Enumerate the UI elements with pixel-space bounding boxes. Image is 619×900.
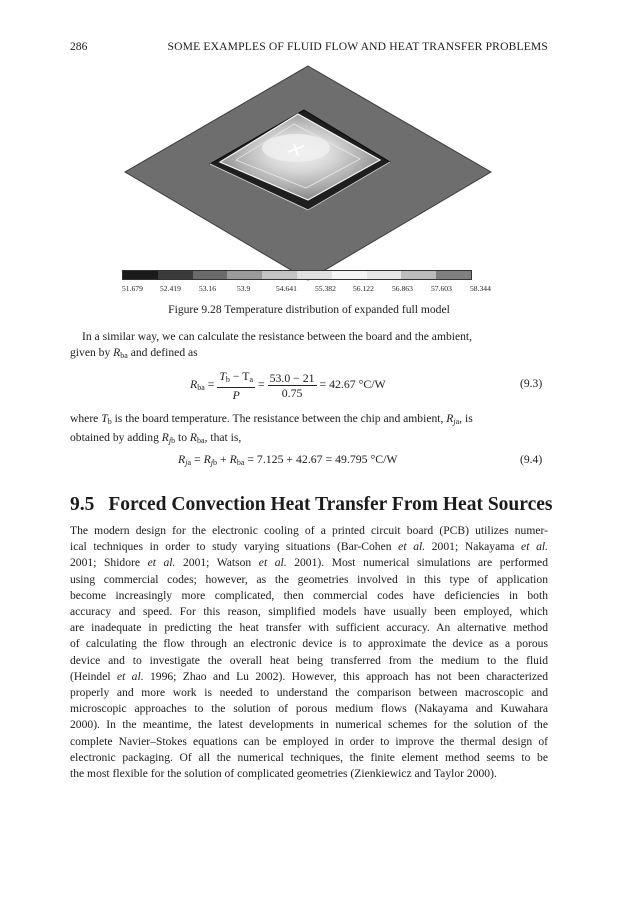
color-scale-segment — [123, 271, 158, 279]
body-line: 2001; Shidore et al. 2001; Watson et al. 2001). Most numerical simulations are performed — [70, 556, 548, 570]
body-line: 2000). In the meantime, the latest developments in numerical schemes for the solution of the — [70, 718, 548, 732]
color-scale-segment — [367, 271, 402, 279]
color-scale-label: 56.863 — [392, 284, 413, 293]
body-line: complete Navier–Stokes equations can be employed in order to improve the thermal design of — [70, 734, 548, 748]
color-scale-bar — [122, 270, 472, 280]
body-line: are inadequate in predicting the heat transfer with sufficient accuracy. An alternative method — [70, 621, 548, 635]
paragraph-2 — [70, 411, 548, 449]
body-line: properly and more work is needed to understand the comparison between macroscopic and — [70, 686, 548, 700]
color-scale-label: 57.603 — [431, 284, 452, 293]
body-line: (Heindel et al. 1996; Zhao and Lu 2002). However, this approach has not been characterized — [70, 669, 548, 683]
color-scale-segment — [436, 271, 471, 279]
color-scale-segment — [227, 271, 262, 279]
color-scale-segment — [401, 271, 436, 279]
equation-9-4: $R_{ja} = R_{jb} + R_{ba} = 7.125 + 42.67 = 49.795$ °C/W — [178, 452, 398, 467]
color-scale-label: 51.679 — [122, 284, 143, 293]
temperature-plot — [108, 62, 508, 284]
body-line: microscopic approaches to the solution of porous medium flows (Nakayama and Kuwahara — [70, 702, 548, 716]
body-line: of calculating the flow through an electronic device is to approximate the device as a porous — [70, 637, 548, 651]
section-number: 9.5 — [70, 494, 95, 515]
page-number: 286 — [70, 40, 88, 53]
body-line: become increasingly more complicated, then commercial codes have deficiencies in both — [70, 588, 548, 602]
body-line: device and to investigate the overall heat being transferred from the medium to the fluid — [70, 653, 548, 667]
color-scale-label: 54.641 — [276, 284, 297, 293]
body-line: ical techniques in order to study varying situations (Bar-Cohen et al. 2001; Nakayama et al. — [70, 540, 548, 554]
color-scale-label: 58.344 — [470, 284, 491, 293]
figure-caption: Figure 9.28 Temperature distribution of expanded full model — [168, 303, 450, 316]
equation-9-3: $R_{ba}$ = $\frac{T_b - T_a}{P}$ = $\frac{53.0 - 21}{0.75}$ = 42.67 °C/W — [190, 369, 386, 402]
color-scale-label: 52.419 — [160, 284, 181, 293]
color-scale-segment — [158, 271, 193, 279]
color-scale-labels — [108, 284, 528, 296]
color-scale-label: 56.122 — [353, 284, 374, 293]
color-scale-label: 53.9 — [237, 284, 251, 293]
color-scale-segment — [193, 271, 228, 279]
body-line: accuracy and speed. For this reason, simplified models have usually been employed, which — [70, 605, 548, 619]
para1-line2: given by $R_{ba}$ and defined as — [70, 346, 198, 361]
color-scale-segment — [332, 271, 367, 279]
para1-line1: In a similar way, we can calculate the resistance between the board and the ambient, — [82, 330, 473, 343]
section-title: Forced Convection Heat Transfer From Heat Sources — [108, 494, 553, 515]
body-line: using commercial codes; however, as the geometries involved in this type of application — [70, 572, 548, 586]
color-scale-label: 55.382 — [315, 284, 336, 293]
paragraph-1 — [70, 329, 548, 364]
section-heading — [70, 494, 552, 516]
equation-number-9-4: (9.4) — [520, 453, 543, 466]
equation-number-9-3: (9.3) — [520, 377, 543, 390]
body-line: electronic packaging. Of all the numerical techniques, the finite element method seems to be — [70, 750, 548, 764]
color-scale-segment — [262, 271, 297, 279]
body-line: The modern design for the electronic cooling of a printed circuit board (PCB) utilizes numer- — [70, 524, 548, 537]
color-scale-segment — [297, 271, 332, 279]
body-line: the most flexible for the solution of complicated geometries (Zienkiewicz and Taylor 2000). — [70, 767, 497, 781]
color-scale-label: 53.16 — [199, 284, 217, 293]
running-header — [70, 40, 548, 56]
body-text — [70, 523, 548, 782]
para2-line2: obtained by adding $R_{jb}$ to $R_{ba}$, that is, — [70, 431, 242, 446]
para2-line1: where $T_b$ is the board temperature. The resistance between the chip and ambient, $R_{ja}$, is — [70, 412, 473, 426]
running-title: SOME EXAMPLES OF FLUID FLOW AND HEAT TRANSFER PROBLEMS — [167, 40, 548, 53]
